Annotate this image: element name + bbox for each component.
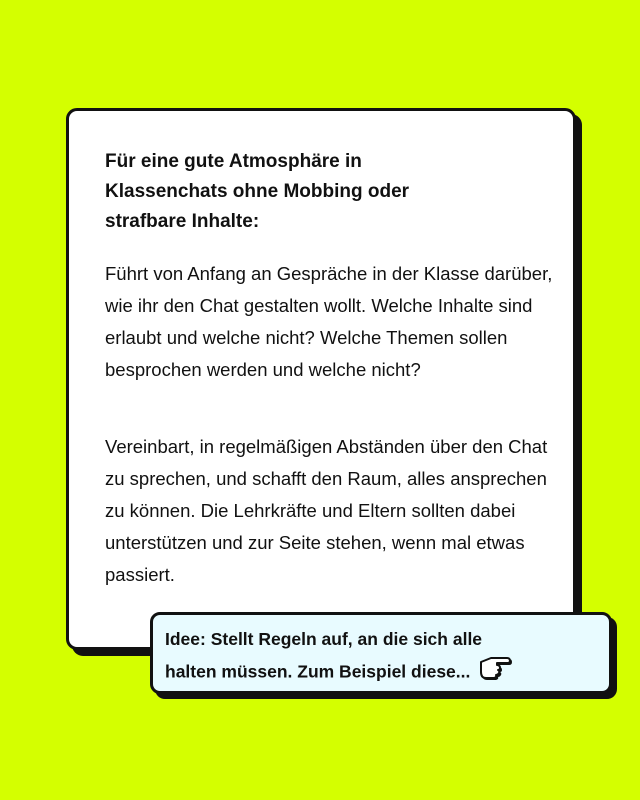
card-heading: Für eine gute Atmosphäre in Klassenchats ohne Mobbing oder strafbare Inhalte: — [105, 151, 410, 232]
info-card — [66, 108, 576, 650]
idea-line-1: Idee: Stellt Regeln auf, an die sich alle — [165, 629, 483, 649]
card-paragraph-1: Führt von Anfang an Gespräche in der Klasse darüber, wie ihr den Chat gestalten wollt. Welche Inhalte sind erlaubt und welche nicht? Welche Themen sollen besprochen werden und welche nicht? — [105, 263, 553, 380]
idea-line-2: halten müssen. Zum Beispiel diese... — [165, 661, 471, 682]
pointing-hand-icon — [479, 655, 513, 691]
idea-text — [165, 624, 513, 691]
idea-bubble — [150, 612, 612, 694]
card-paragraph-2: Vereinbart, in regelmäßigen Abständen über den Chat zu sprechen, und schafft den Raum, alles ansprechen zu können. Die Lehrkräfte und Eltern sollten dabei unterstützen und zur Seite stehen, wenn mal etwas passiert. — [105, 436, 548, 585]
